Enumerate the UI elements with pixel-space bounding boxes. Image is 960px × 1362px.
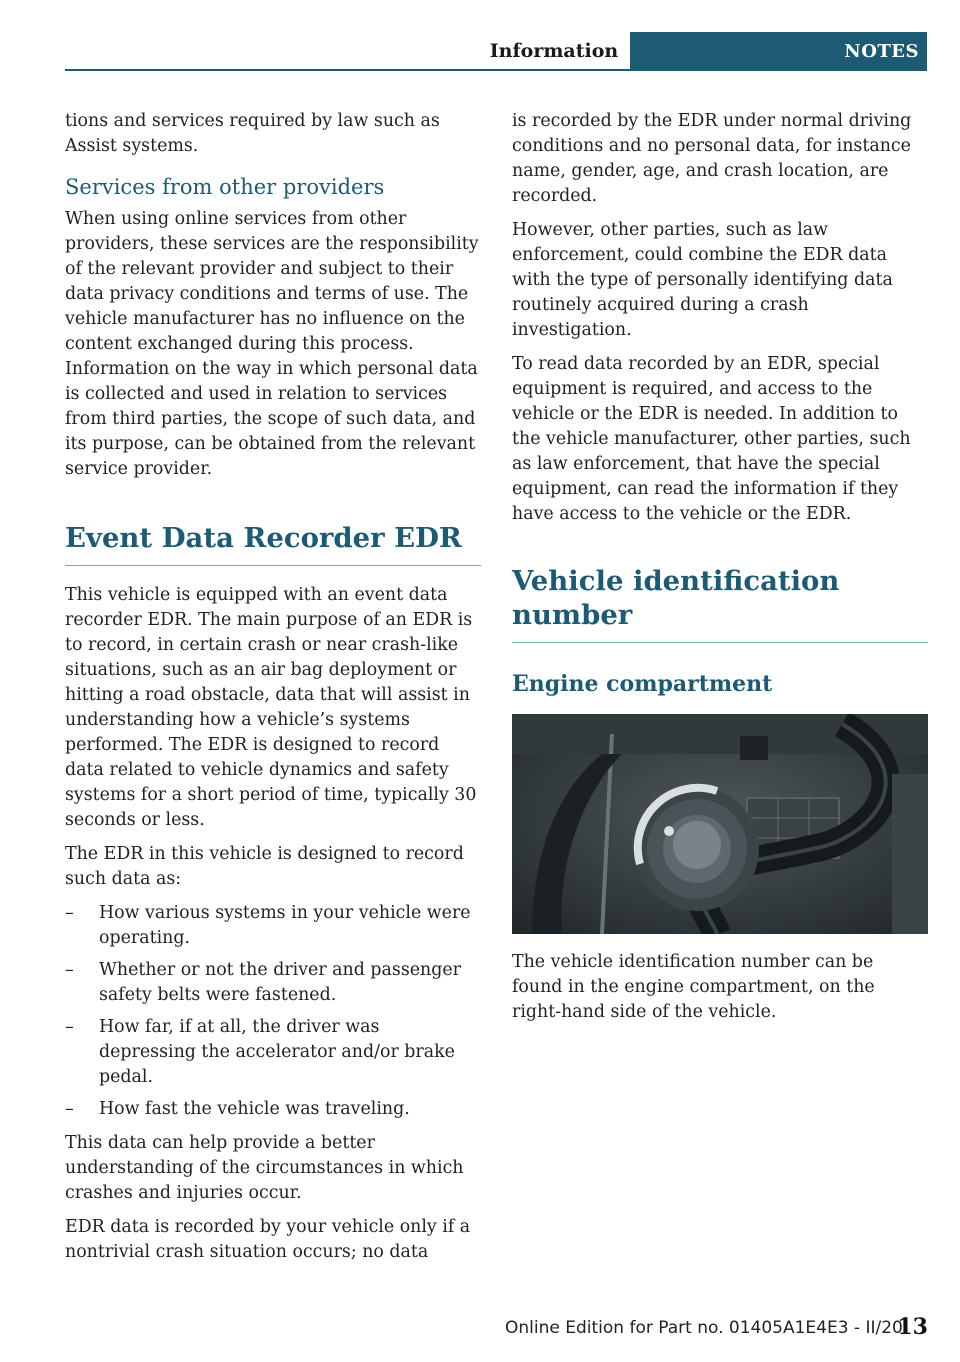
list-item: – How far, if at all, the driver was depressing the accelerator and/or brake pedal.	[65, 1015, 481, 1090]
paragraph: EDR data is recorded by your vehicle only if a nontrivial crash situation occurs; no data	[65, 1217, 471, 1262]
heading-services-from-other-providers: Services from other providers	[65, 175, 385, 199]
heading-event-data-recorder: Event Data Recorder EDR	[65, 521, 481, 566]
engine-compartment-photo	[512, 714, 928, 934]
paragraph: tions and services required by law such as Assist systems.	[65, 111, 440, 156]
heading-vehicle-identification-number: Vehicle identification number	[512, 564, 928, 643]
list-item: – Whether or not the driver and passenger safety belts were fastened.	[65, 958, 481, 1008]
heading-engine-compartment: Engine compartment	[512, 671, 773, 697]
right-column	[512, 109, 928, 1034]
footer-edition: Online Edition for Part no. 01405A1E4E3 - II/20	[505, 1318, 903, 1338]
paragraph: This data can help provide a better understanding of the circumstances in which crashes and injuries occur.	[65, 1133, 464, 1203]
paragraph: This vehicle is equipped with an event data recorder EDR. The main purpose of an EDR is to record, in certain crash or near crash-like situations, such as an air bag deployment or hitting a road obstacle, data that will assist in understanding how a vehicle’s systems performed. The EDR is designed to record data related to vehicle dynamics and safety systems for a short period of time, typically 30 seconds or less.	[65, 585, 477, 830]
edr-data-list	[65, 901, 481, 1122]
paragraph: is recorded by the EDR under normal driving conditions and no personal data, for instance name, gender, age, and crash location, are recorded.	[512, 111, 912, 206]
list-item: – How various systems in your vehicle were operating.	[65, 901, 481, 951]
paragraph: When using online services from other providers, these services are the responsibility of the relevant provider and subject to their data privacy conditions and terms of use. The vehicle manufacturer has no influence on the content exchanged during this process. Information on the way in which personal data is collected and used in relation to services from third parties, the scope of such data, and its purpose, can be obtained from the relevant service provider.	[65, 209, 479, 479]
list-item: – How fast the vehicle was traveling.	[65, 1097, 481, 1122]
paragraph: However, other parties, such as law enforcement, could combine the EDR data with the type of personally identifying data routinely acquired during a crash investigation.	[512, 220, 893, 340]
paragraph: The EDR in this vehicle is designed to record such data as:	[65, 844, 464, 889]
header-section-title: Information	[489, 39, 619, 62]
header-notes-tab: NOTES	[630, 32, 927, 70]
page-number: 13	[897, 1314, 928, 1340]
left-column	[65, 109, 481, 1274]
paragraph: To read data recorded by an EDR, special equipment is required, and access to the vehicle or the EDR is needed. In addition to the vehicle manufacturer, other parties, such as law enforcement, that have the special equipment, can read the information if they have access to the vehicle or the EDR.	[512, 354, 911, 524]
paragraph: The vehicle identification number can be found in the engine compartment, on the right-hand side of the vehicle.	[512, 952, 875, 1022]
